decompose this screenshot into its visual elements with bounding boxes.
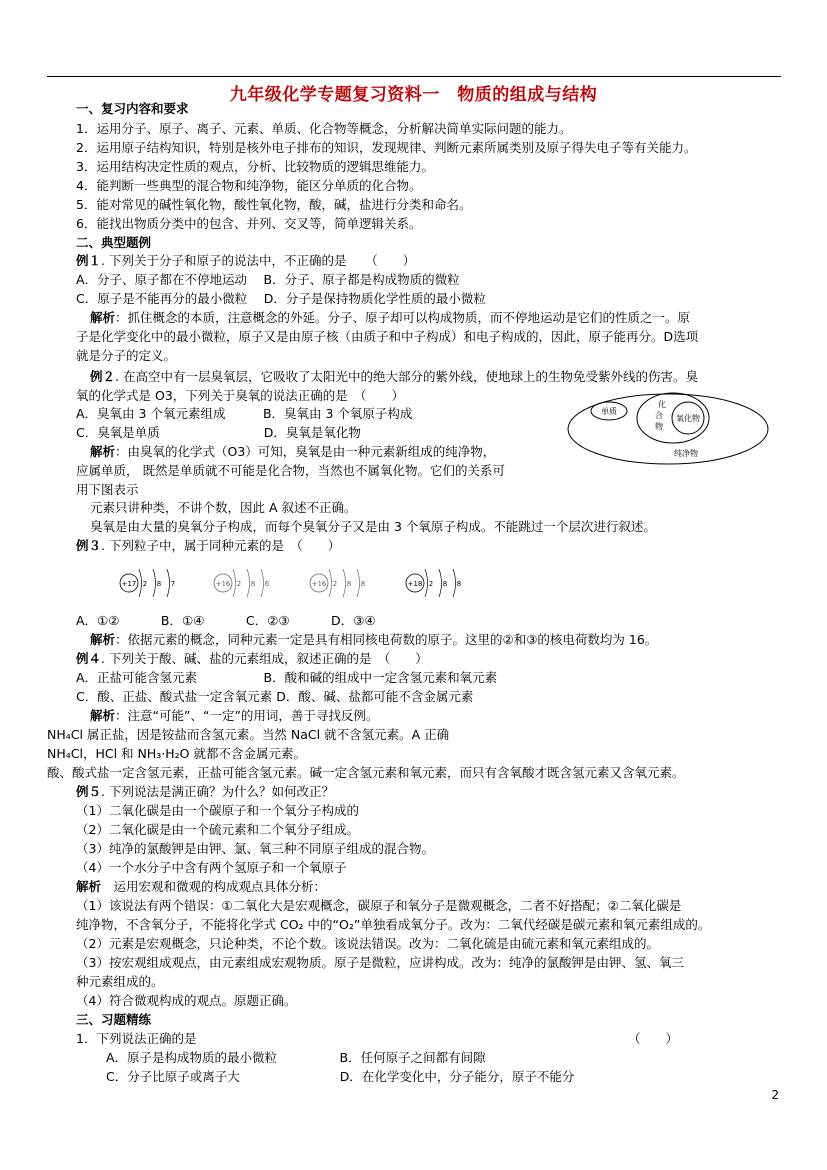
svg-text:6: 6 bbox=[264, 580, 270, 588]
page-number: 2 bbox=[771, 1088, 779, 1102]
option-line: A．①② B．①④ C．②③ D．③④ bbox=[76, 613, 376, 628]
example-label: 例５ bbox=[76, 784, 102, 799]
list-item: 6．能找出物质分类中的包含、并列、交叉等，简单逻辑关系。 bbox=[76, 216, 422, 231]
svg-text:2: 2 bbox=[142, 580, 148, 588]
analysis-line bbox=[90, 631, 657, 649]
example-text: 氧的化学式是 O3，下列关于臭氧的说法正确的是 （ ） bbox=[76, 388, 405, 403]
exercise-question: 1．下列说法正确的是 bbox=[76, 1031, 197, 1046]
section-heading: 三、习题精练 bbox=[76, 1012, 152, 1027]
option-line: C．原子是不能再分的最小微粒 D．分子是保持物质化学性质的最小微粒 bbox=[76, 291, 486, 306]
page-title: 九年级化学专题复习资料一 物质的组成与结构 bbox=[229, 85, 598, 105]
statement-line: （2）二氧化碳是由一个硫元素和二个氧分子组成。 bbox=[76, 822, 359, 837]
analysis-line: （4）符合微观构成的观点。原题正确。 bbox=[76, 993, 297, 1008]
analysis-line: 子是化学变化中的最小微粒，原子又是由原子核（由质子和中子构成）和电子构成的，因此，原子能再分。D选项 bbox=[76, 329, 699, 344]
compound-label-3: 物 bbox=[655, 422, 663, 431]
list-item: 4．能判断一些典型的混合物和纯净物，能区分单质的化合物。 bbox=[76, 178, 422, 193]
example-text: . 下列关于分子和原子的说法中，不正确的是 （ ） bbox=[101, 253, 416, 268]
analysis-text: ：注意“可能”、“一定”的用词，善于寻找反例。 bbox=[115, 708, 379, 723]
analysis-label: 解析 bbox=[90, 444, 116, 459]
nucleus-charge: +16 bbox=[215, 580, 231, 588]
oxide-label: 氧化物 bbox=[676, 414, 700, 423]
atom-diagram-3 bbox=[308, 563, 380, 603]
analysis-label: 解析 bbox=[90, 310, 116, 325]
analysis-line: 用下图表示 bbox=[76, 482, 139, 497]
analysis-line: 纯净物，不含氧分子，不能将化学式 CO₂ 中的“O₂”单独看成氧分子。改为：二氧代经碳是碳元素和氧元素组成的。 bbox=[76, 917, 711, 932]
example-label: 例４ bbox=[76, 651, 102, 666]
analysis-line: （2）元素是宏观概念，只论种类，不论个数。该说法错误。改为：二氧化硫是由硫元素和氧元素组成的。 bbox=[76, 936, 659, 951]
analysis-label: 解析 bbox=[90, 708, 116, 723]
list-item: 5．能对常见的碱性氧化物，酸性氧化物，酸，碱，盐进行分类和命名。 bbox=[76, 197, 472, 212]
svg-text:8: 8 bbox=[456, 580, 462, 588]
svg-text:8: 8 bbox=[156, 580, 162, 588]
svg-text:8: 8 bbox=[346, 580, 352, 588]
analysis-text: ：抓住概念的本质，注意概念的外延。分子、原子却可以构成物质，而不停地运动是它们的性质之一。原 bbox=[115, 310, 691, 325]
analysis-line: 应属单质， 既然是单质就不可能是化合物，当然也不属氧化物。它们的关系可 bbox=[76, 463, 505, 478]
list-item: 2．运用原子结构知识，特别是核外电子排布的知识，发现规律、判断元素所属类别及原子得失电子等有关能力。 bbox=[76, 140, 697, 155]
atom-diagram-1 bbox=[118, 563, 190, 603]
answer-blank: （ ） bbox=[628, 1031, 679, 1046]
analysis-line bbox=[90, 309, 690, 327]
option-line: A．臭氧由 3 个氧元素组成 B．臭氧由 3 个氧原子构成 bbox=[76, 406, 413, 421]
analysis-text: ：依据元素的概念，同种元素一定是具有相同核电荷数的原子。这里的②和③的核电荷数均为 16。 bbox=[115, 632, 658, 647]
svg-text:7: 7 bbox=[170, 580, 176, 588]
option-line: C．分子比原子或离子大 D．在化学变化中，分子能分，原子不能分 bbox=[106, 1069, 575, 1084]
analysis-line: （1）该说法有两个错误：①二氧化大是宏观概念，碳原子和氧分子是微观概念，二者不好搭配；②二氧化碳是 bbox=[76, 898, 682, 913]
pure-substance-label: 纯净物 bbox=[674, 449, 698, 458]
analysis-line: 臭氧是由大量的臭氧分子构成，而每个臭氧分子又是由 3 个氧原子构成。不能跳过一个层次进行叙述。 bbox=[90, 519, 656, 534]
section-heading: 二、典型题例 bbox=[76, 235, 152, 250]
analysis-line: 就是分子的定义。 bbox=[76, 348, 177, 363]
example-label: 例１ bbox=[76, 253, 102, 268]
svg-text:2: 2 bbox=[236, 580, 242, 588]
example-4-question bbox=[76, 650, 428, 668]
option-line: C．臭氧是单质 D．臭氧是氧化物 bbox=[76, 425, 361, 440]
nucleus-charge: +17 bbox=[121, 580, 137, 588]
analysis-line: NH₄Cl 属正盐，因是铵盐而含氢元素。当然 NaCl 就不含氢元素。A 正确 bbox=[47, 727, 450, 742]
element-label: 单质 bbox=[601, 407, 617, 416]
analysis-line bbox=[76, 878, 326, 896]
pure-substance-ellipse bbox=[568, 394, 768, 464]
list-item: 1．运用分子、原子、离子、元素、单质、化合物等概念，分析解决简单实际问题的能力。 bbox=[76, 121, 572, 136]
example-5-question bbox=[76, 783, 334, 801]
example-label: 例２ bbox=[90, 369, 116, 384]
option-line: A．分子、原子都在不停地运动 B．分子、原子都是构成物质的微粒 bbox=[76, 272, 460, 287]
header-rule bbox=[47, 76, 781, 77]
analysis-text: ：由臭氧的化学式（O3）可知，臭氧是由一种元素新组成的纯净物， bbox=[115, 444, 496, 459]
atom-diagram-4 bbox=[404, 563, 476, 603]
classification-venn-diagram bbox=[566, 392, 770, 466]
analysis-line: 酸、酸式盐一定含氢元素，正盐可能含氢元素。碱一定含氢元素和氧元素，而只有含氧酸才既含氢元素又含氧元素。 bbox=[47, 765, 685, 780]
analysis-line: NH₄Cl，HCl 和 NH₃·H₂O 就都不含金属元素。 bbox=[47, 746, 306, 761]
statement-line: （1）二氧化碳是由一个碳原子和一个氧分子构成的 bbox=[76, 803, 359, 818]
analysis-line: 元素只讲种类，不讲个数，因此 A 叙述不正确。 bbox=[90, 500, 357, 515]
svg-text:8: 8 bbox=[250, 580, 256, 588]
example-label: 例３ bbox=[76, 538, 102, 553]
example-2-question bbox=[90, 368, 698, 386]
example-1-question bbox=[76, 252, 415, 270]
option-line: A．正盐可能含氢元素 B．酸和碱的组成中一定含氢元素和氧元素 bbox=[76, 670, 498, 685]
analysis-line bbox=[90, 707, 378, 725]
example-text: . 在高空中有一层臭氧层，它吸收了太阳光中的绝大部分的紫外线，使地球上的生物免受紫外线的伤害。臭 bbox=[115, 369, 698, 384]
svg-text:2: 2 bbox=[428, 580, 434, 588]
example-3-question bbox=[76, 537, 340, 555]
example-text: . 下列说法是满正确？为什么？如何改正？ bbox=[101, 784, 334, 799]
nucleus-charge: +18 bbox=[407, 580, 423, 588]
statement-line: （4）一个水分子中含有两个氢原子和一个氧原子 bbox=[76, 860, 347, 875]
analysis-line: （3）按宏观组成观点，由元素组成宏观物质。原子是微粒，应讲构成。改为：纯净的氯酸钾是由钾、氢、氧三 bbox=[76, 955, 684, 970]
example-text: . 下列关于酸、碱、盐的元素组成，叙述正确的是 （ ） bbox=[101, 651, 428, 666]
svg-text:2: 2 bbox=[332, 580, 338, 588]
list-item: 3．运用结构决定性质的观点，分析、比较物质的逻辑思维能力。 bbox=[76, 159, 434, 174]
nucleus-charge: +16 bbox=[311, 580, 327, 588]
analysis-text: 运用宏观和微观的构成观点具体分析： bbox=[101, 879, 327, 894]
svg-text:8: 8 bbox=[442, 580, 448, 588]
statement-line: （3）纯净的氯酸钾是由钾、氯、氧三种不同原子组成的混合物。 bbox=[76, 841, 434, 856]
analysis-line bbox=[90, 443, 495, 461]
section-heading: 一、复习内容和要求 bbox=[76, 101, 189, 116]
compound-label-1: 化 bbox=[658, 400, 666, 409]
analysis-label: 解析 bbox=[90, 632, 116, 647]
atom-diagram-2 bbox=[212, 563, 284, 603]
svg-text:8: 8 bbox=[360, 580, 366, 588]
option-line: A．原子是构成物质的最小微粒 B．任何原子之间都有间隙 bbox=[106, 1050, 486, 1065]
option-line: C．酸、正盐、酸式盐一定含氧元素 D．酸、碱、盐都可能不含金属元素 bbox=[76, 689, 474, 704]
example-text: . 下列粒子中，属于同种元素的是 （ ） bbox=[101, 538, 341, 553]
analysis-line: 种元素组成的。 bbox=[76, 974, 164, 989]
analysis-label: 解析 bbox=[76, 879, 102, 894]
compound-label-2: 合 bbox=[655, 411, 663, 420]
